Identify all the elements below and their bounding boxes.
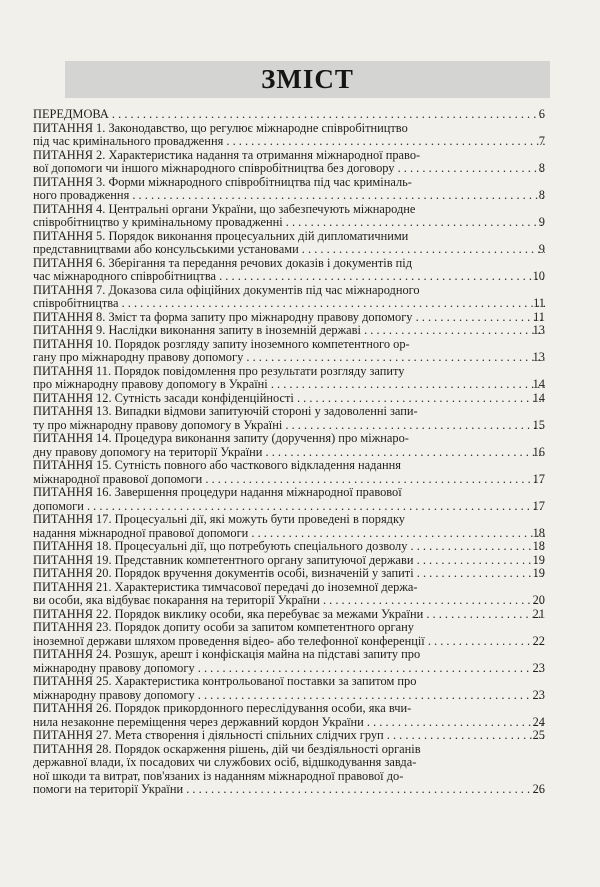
toc-entry (33, 176, 545, 203)
toc-entry-line: ПИТАННЯ 28. Порядок оскарження рішень, дій чи бездіяльності органів (33, 742, 421, 756)
toc-entry-line: ПИТАННЯ 24. Розшук, арешт і конфіскація майна на підставі запиту про (33, 648, 421, 661)
toc-entry-line: ПИТАННЯ 11. Порядок повідомлення про результати розгляду запиту (33, 364, 405, 378)
toc-entry-line: іноземної держави шляхом проведення відео- або телефонної конференції . . . (33, 635, 545, 649)
toc-entry-line: ПИТАННЯ 21. Характеристика тимчасової передачі до іноземної держа- (33, 580, 418, 594)
toc-entry (33, 743, 545, 797)
toc-page-number: 21 (532, 606, 545, 621)
toc-page-number: 24 (532, 714, 545, 729)
toc-entry-line: представництвами або консульськими установами . . . (33, 243, 545, 257)
toc-entry-line: допомоги . . . (33, 500, 545, 514)
toc-page-number: 18 (532, 525, 545, 540)
toc-entry (33, 459, 545, 486)
toc-entry-line: ПИТАННЯ 16. Завершення процедури надання міжнародної правової (33, 486, 402, 499)
toc-entry-line: час міжнародного співробітництва . . . (33, 270, 545, 284)
toc-entry (33, 108, 545, 122)
toc-entry (33, 203, 545, 230)
toc-entry (33, 675, 545, 702)
toc-entry-line: міжнародної правової допомоги . . . (33, 473, 545, 487)
toc-entry-line: ПИТАННЯ 1. Законодавство, що регулює міжнародне співробітництво (33, 121, 408, 135)
toc-page-number: 11 (533, 309, 545, 324)
toc-page-number: 8 (538, 161, 545, 175)
toc-entry-line: вої допомоги чи іншого міжнародного співробітництва без договору . . . (33, 162, 545, 176)
toc-entry (33, 648, 545, 675)
toc-entry-line: ПИТАННЯ 22. Порядок виклику особи, яка перебуває за межами України . . . (33, 608, 545, 622)
toc-entry (33, 365, 545, 392)
toc-page-number: 9 (538, 242, 545, 256)
toc-page-number: 19 (532, 552, 545, 567)
toc-entry-line: ПИТАННЯ 27. Мета створення і діяльності спільних слідчих груп . . . (33, 729, 545, 743)
toc-entry-line: ПИТАННЯ 17. Процесуальні дії, які можуть бути проведені в порядку (33, 513, 405, 526)
toc-page-number: 8 (538, 188, 545, 202)
toc-entry-line: ПИТАННЯ 8. Зміст та форма запиту про міжнародну правову допомогу . . . (33, 311, 545, 325)
toc-entry-line: ви особи, яка відбуває покарання на території України . . . (33, 594, 545, 608)
toc-entry (33, 311, 545, 325)
toc-page-number: 14 (532, 377, 545, 391)
toc-entry-line: ПИТАННЯ 15. Сутність повного або часткового відкладення надання (33, 459, 401, 472)
toc-entry-line: ПИТАННЯ 4. Центральні органи України, що забезпечують міжнародне (33, 202, 416, 216)
toc-entry-line: ПИТАННЯ 13. Випадки відмови запитуючій стороні у задоволенні запи- (33, 405, 418, 418)
toc-entry-line: державної влади, їх посадових чи службових осіб, відшкодування завда- (33, 756, 417, 769)
toc-entry (33, 230, 545, 257)
toc-entry (33, 486, 545, 513)
toc-entry-line: гану про міжнародну правову допомогу . . . (33, 351, 545, 365)
toc-entry-line: ПИТАННЯ 26. Порядок прикордонного переслідування особи, яка вчи- (33, 702, 412, 715)
toc-entry-line: міжнародну правову допомогу . . . (33, 689, 545, 703)
toc-page-number: 19 (532, 566, 545, 580)
toc-entry-line: співробітництва . . . (33, 297, 545, 311)
toc-page-number: 13 (532, 350, 545, 364)
toc-entry-line: ту про міжнародну правову допомогу в Україні . . . (33, 419, 545, 433)
toc-entry (33, 432, 545, 459)
toc-page-number: 25 (532, 728, 545, 742)
toc-entry-line: ПИТАННЯ 2. Характеристика надання та отримання міжнародної право- (33, 148, 421, 162)
toc-entry-line: ПИТАННЯ 19. Представник компетентного органу запитуючої держави . . . (33, 554, 545, 568)
toc-page-number: 23 (532, 660, 545, 675)
toc-entry-line: ПИТАННЯ 3. Форми міжнародного співробітництва під час криміналь- (33, 175, 412, 189)
toc-page-number: 16 (532, 444, 545, 459)
toc-page-number: 15 (532, 417, 545, 432)
page-title: ЗМІСТ (261, 64, 354, 94)
toc-page-number: 10 (532, 269, 545, 283)
toc-entry (33, 149, 545, 176)
toc-page-number: 20 (532, 593, 545, 607)
toc-entry-line: про міжнародну правову допомогу в Україні . . . (33, 378, 545, 392)
toc-entry (33, 513, 545, 540)
toc-page-number: 7 (538, 134, 545, 148)
toc-entry (33, 567, 545, 581)
toc-entry-line: помоги на території України . . . (33, 783, 545, 797)
toc-entry (33, 338, 545, 365)
toc-entry-line: міжнародну правову допомогу . . . (33, 662, 545, 676)
toc-entry (33, 621, 545, 648)
toc-entry (33, 554, 545, 568)
toc-entry-line: ПИТАННЯ 12. Сутність засади конфіденційності . . . (33, 392, 545, 406)
toc-entry-line: ПИТАННЯ 10. Порядок розгляду запиту іноземного компетентного ор- (33, 337, 410, 351)
toc-entry (33, 257, 545, 284)
toc-entry-line: ПИТАННЯ 5. Порядок виконання процесуальних дій дипломатичними (33, 229, 409, 243)
toc-entry-line: ної шкоди та витрат, пов'язаних із наданням міжнародної правової до- (33, 769, 404, 783)
toc-entry-line: ПИТАННЯ 18. Процесуальні дії, що потребують спеціального дозволу . . . (33, 540, 545, 554)
toc-page-number: 13 (532, 323, 545, 337)
toc-entry-line: ПИТАННЯ 14. Процедура виконання запиту (доручення) про міжнаро- (33, 432, 409, 445)
toc-page-number: 26 (532, 782, 545, 796)
toc-entry-line: надання міжнародної правової допомоги . . . (33, 527, 545, 541)
toc-entry-line: ПЕРЕДМОВА . . . (33, 108, 545, 122)
toc-entry-line: співробітництво у кримінальному провадженні . . . (33, 216, 545, 230)
toc-page-number: 6 (538, 107, 545, 121)
toc-entry-line: під час кримінального провадження . . . (33, 135, 545, 149)
toc-page-number: 17 (532, 471, 545, 486)
title-banner (65, 61, 550, 98)
toc-entry-line: нила незаконне переміщення через державний кордон України . . . (33, 716, 545, 730)
table-of-contents (33, 108, 545, 797)
toc-page-number: 14 (532, 390, 545, 405)
toc-entry (33, 540, 545, 554)
toc-page-number: 9 (538, 215, 545, 229)
toc-entry (33, 392, 545, 406)
toc-page-number: 17 (532, 498, 545, 513)
toc-entry-line: ПИТАННЯ 6. Зберігання та передання речових доказів і документів під (33, 256, 413, 270)
toc-entry-line: ПИТАННЯ 25. Характеристика контрольованої поставки за запитом про (33, 675, 417, 688)
toc-page-number: 23 (532, 687, 545, 702)
toc-entry (33, 405, 545, 432)
toc-entry (33, 324, 545, 338)
toc-entry-line: ПИТАННЯ 23. Порядок допиту особи за запитом компетентного органу (33, 621, 414, 634)
toc-entry (33, 729, 545, 743)
toc-entry (33, 581, 545, 608)
toc-entry (33, 702, 545, 729)
toc-entry-line: ПИТАННЯ 9. Наслідки виконання запиту в іноземній державі . . . (33, 324, 545, 338)
toc-entry-line: ПИТАННЯ 7. Доказова сила офіційних документів під час міжнародного (33, 283, 420, 297)
toc-page-number: 11 (533, 296, 545, 310)
toc-entry (33, 122, 545, 149)
toc-entry (33, 608, 545, 622)
toc-entry-line: дну правову допомогу на території України . . . (33, 446, 545, 460)
toc-entry (33, 284, 545, 311)
toc-entry-line: ПИТАННЯ 20. Порядок вручення документів особі, визначеній у запиті . . . (33, 567, 545, 581)
toc-page-number: 18 (532, 539, 545, 553)
toc-entry-line: ного провадження . . . (33, 189, 545, 203)
toc-page-number: 22 (532, 633, 545, 648)
